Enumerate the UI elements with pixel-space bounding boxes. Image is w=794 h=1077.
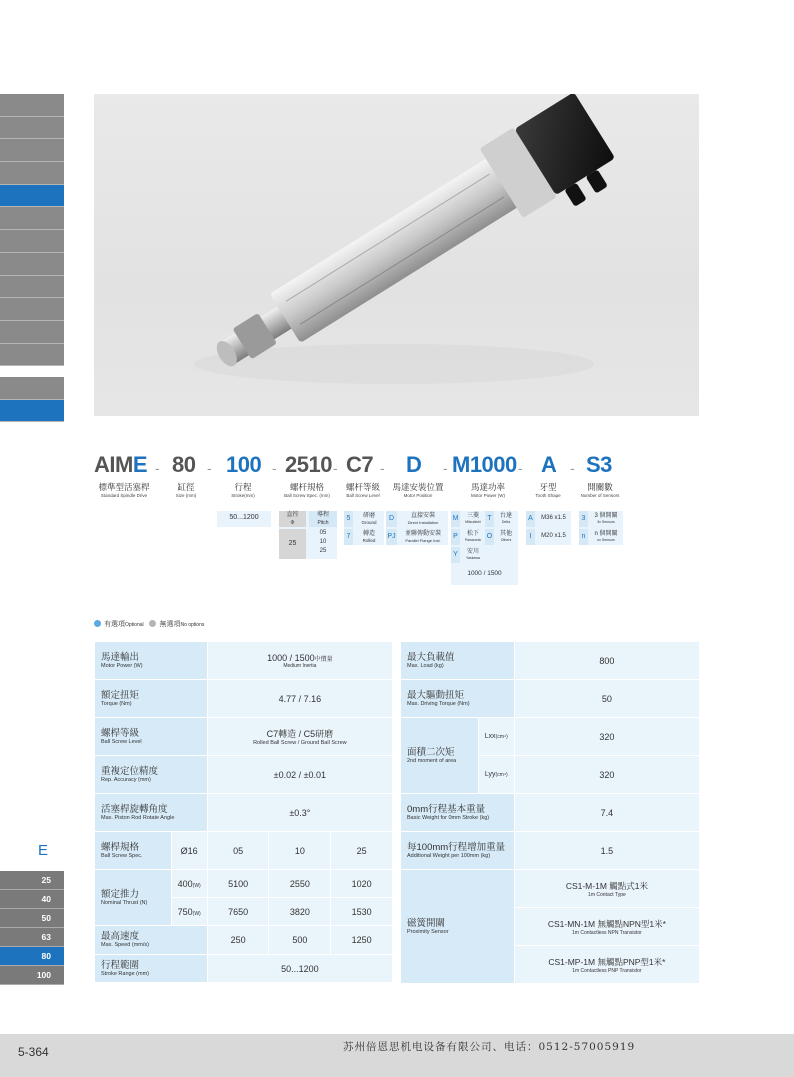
size-tab-25[interactable]: 25 [0, 871, 64, 890]
row-sensor-3: CS1-MP-1M 無觸點PNP型1米* 1m Contactless PNP Transistor [401, 946, 700, 984]
row-moment-xx: 面積二次矩 2nd moment of area Lxx(cm⁴) 320 [401, 718, 700, 756]
code-dash: - [207, 460, 212, 476]
sensor-option: n 個開關 nx Sensors [594, 531, 618, 542]
page-number: 5-364 [18, 1045, 49, 1059]
brand-letter: T [485, 511, 494, 527]
chapter-tab[interactable] [0, 139, 64, 162]
motor-power: 1000 / 1500 [467, 570, 502, 577]
code-sub: Stroke(mm) [231, 493, 255, 499]
code-dash: - [380, 460, 385, 476]
position-letter: D [386, 511, 397, 527]
row-sensor-1: 磁簧開關 Proximity Sensor CS1-M-1M 觸點式1米 1m Contact Type [401, 870, 700, 908]
row-motor-power: 馬達輸出 Motor Power (W) 1000 / 1500中慣量 Medium Inertia [95, 642, 393, 680]
level-option: 研磨 Ground [361, 513, 377, 525]
code-screw: 2510 [285, 452, 332, 477]
screw-dia-head: 直徑 Φ [279, 511, 306, 527]
level-box [344, 511, 384, 545]
row-moment-yy: Lyy(cm⁴) 320 [401, 756, 700, 794]
chapter-tab[interactable] [0, 117, 64, 140]
code-label: 標準型活塞桿 [98, 482, 150, 492]
row-sensor-2: CS1-MN-1M 無觸點NPN型1米* 1m Contactless NPN Transistor [401, 908, 700, 946]
code-sub: Number of Sensors [580, 493, 620, 499]
code-size: 80 [172, 452, 196, 477]
stroke-range: 50...1200 [229, 514, 259, 521]
electric-cylinder-image [94, 94, 699, 416]
sensor-count-box [579, 511, 623, 545]
code-sub: Size (mm) [175, 493, 197, 499]
sensor-letter: n [579, 529, 588, 545]
thread-box [526, 511, 571, 545]
code-sub: Motor Position [403, 493, 433, 499]
code-sub: Motor Power (W) [470, 493, 506, 499]
size-tabs [0, 871, 64, 985]
screw-pitch-head: 導程 Pitch [309, 511, 337, 527]
chapter-tab[interactable] [0, 298, 64, 321]
code-label: 馬達安裝位置 [392, 482, 444, 492]
optional-dot-icon [94, 620, 101, 627]
code-stroke: 100 [226, 452, 262, 477]
row-stroke: 行程範圍 Stroke Range (mm) 50...1200 [95, 955, 393, 983]
spec-table-right [400, 641, 700, 984]
code-position: D [406, 452, 422, 477]
size-tab-40[interactable]: 40 [0, 890, 64, 909]
code-sub: Standard Spindle Drive [100, 493, 148, 499]
chapter-tab[interactable] [0, 253, 64, 276]
code-label: 馬達功率 [470, 482, 505, 492]
brand-option: 其他 Others [499, 531, 512, 542]
legend [94, 619, 204, 629]
screw-pitch-1: 10 [319, 539, 327, 545]
code-sub: Tooth Shape [535, 493, 561, 499]
brand-letter: Y [451, 547, 460, 563]
chapter-tab-active[interactable] [0, 185, 64, 208]
chapter-tab[interactable] [0, 276, 64, 299]
size-tab-50[interactable]: 50 [0, 909, 64, 928]
none-dot-icon [149, 620, 156, 627]
brand-option: 安川 Yaskawa [466, 549, 480, 560]
code-dash: - [518, 460, 523, 476]
screw-dia: 25 [279, 529, 306, 559]
level-letter: 5 [344, 511, 353, 527]
legend-optional: 有選項 [104, 621, 125, 628]
chapter-tab[interactable] [0, 94, 64, 117]
stroke-range-box [217, 511, 271, 527]
row-add-weight: 每100mm行程增加重量 Additional Weight per 100mm (kg) 1.5 [401, 832, 700, 870]
product-photo [94, 94, 699, 416]
chapter-tab[interactable] [0, 162, 64, 185]
chapter-tab[interactable] [0, 344, 64, 367]
code-sub: Ball Screw Spec. (mm) [284, 493, 330, 499]
brand-letter: O [485, 529, 494, 545]
code-label: 螺杆等級 [345, 482, 380, 492]
spec-table-left [94, 641, 393, 983]
brand-option: 三菱 Mitsubishi [465, 513, 481, 524]
section-tabs [0, 377, 64, 422]
row-torque: 額定扭矩 Torque (Nm) 4.77 / 7.16 [95, 680, 393, 718]
row-thrust-400: 額定推力 Nominal Thrust (N) 400(W) 5100 2550 1020 [95, 870, 393, 898]
chapter-tab[interactable] [0, 207, 64, 230]
level-letter: 7 [344, 529, 353, 545]
code-label: 開關數 [587, 482, 613, 492]
thread-option: M36 x1.5 [541, 515, 566, 521]
chapter-tab[interactable] [0, 230, 64, 253]
code-motor: M1000 [452, 452, 517, 477]
thread-letter: I [526, 529, 535, 545]
section-tab[interactable] [0, 377, 64, 400]
code-series: AIME [94, 452, 148, 477]
code-dash: - [155, 460, 160, 476]
code-label: 行程 [234, 482, 252, 492]
position-letter: PJ [386, 529, 397, 545]
sensor-letter: 3 [579, 511, 588, 527]
thread-option: M20 x1.5 [541, 533, 566, 539]
code-sub: Ball Screw Level [346, 493, 380, 499]
brand-option: 台達 Delta [499, 513, 512, 524]
code-thread: A [541, 452, 557, 477]
position-box [386, 511, 448, 545]
row-thrust-750: 750(W) 7650 3820 1530 [95, 898, 393, 926]
company-contact: 苏州倍恩思机电设备有限公司、电话：0512-57005919 [343, 1041, 636, 1053]
legend-optional-en: Optional [125, 622, 144, 628]
brand-letter: P [451, 529, 460, 545]
row-screw-level: 螺桿等級 Ball Screw Level C7轉造 / C5研磨 Rolled Ball Screw / Ground Ball Screw [95, 718, 393, 756]
legend-none: 無選項 [159, 621, 181, 628]
level-option: 轉造 Rolled [362, 531, 376, 543]
size-tab-100[interactable]: 100 [0, 966, 64, 985]
screw-spec-box [279, 511, 337, 559]
section-tab-active[interactable] [0, 400, 64, 423]
code-dash: - [333, 460, 338, 476]
code-sensor: S3 [586, 452, 612, 477]
brand-option: 松下 Panasonic [464, 531, 482, 542]
code-level: C7 [346, 452, 374, 477]
brand-letter: M [451, 511, 460, 527]
row-rotate: 活塞桿旋轉角度 Max. Piston Rod Rotate Angle ±0.3° [95, 794, 393, 832]
size-tab-63[interactable]: 63 [0, 928, 64, 947]
row-screw-spec: 螺桿規格 Ball Screw Spec. Ø16 05 10 25 [95, 832, 393, 870]
size-tab-80[interactable]: 80 [0, 947, 64, 966]
legend-none-en: No options [180, 622, 205, 628]
code-label: 牙型 [539, 482, 557, 492]
section-letter: E [37, 842, 48, 859]
code-dash: - [443, 460, 448, 476]
motor-brand-box [451, 511, 518, 585]
thread-letter: A [526, 511, 535, 527]
sensor-option: 3 個開關 3x Sensors [594, 513, 618, 524]
position-option: 直接安裝 Direct Installation [407, 513, 439, 525]
row-max-torque: 最大驅動扭矩 Max. Driving Torque (Nm) 50 [401, 680, 700, 718]
position-option: 並聯傳動安裝 Parallel Flange Inst. [404, 531, 441, 543]
chapter-tab[interactable] [0, 321, 64, 344]
row-max-load: 最大負載值 Max. Load (kg) 800 [401, 642, 700, 680]
screw-pitch-0: 05 [319, 530, 327, 536]
code-label: 缸徑 [177, 482, 195, 492]
row-speed: 最高速度 Max. Speed (mm/s) 250 500 1250 [95, 926, 393, 955]
code-dash: - [570, 460, 575, 476]
chapter-tabs [0, 94, 64, 366]
code-dash: - [272, 460, 277, 476]
footer [0, 1034, 794, 1077]
screw-pitch-2: 25 [319, 548, 327, 554]
code-label: 螺杆規格 [289, 482, 324, 492]
row-base-weight: 0mm行程基本重量 Basic Weight for 0mm Stroke (kg) 7.4 [401, 794, 700, 832]
row-accuracy: 重複定位精度 Rep. Accuracy (mm) ±0.02 / ±0.01 [95, 756, 393, 794]
